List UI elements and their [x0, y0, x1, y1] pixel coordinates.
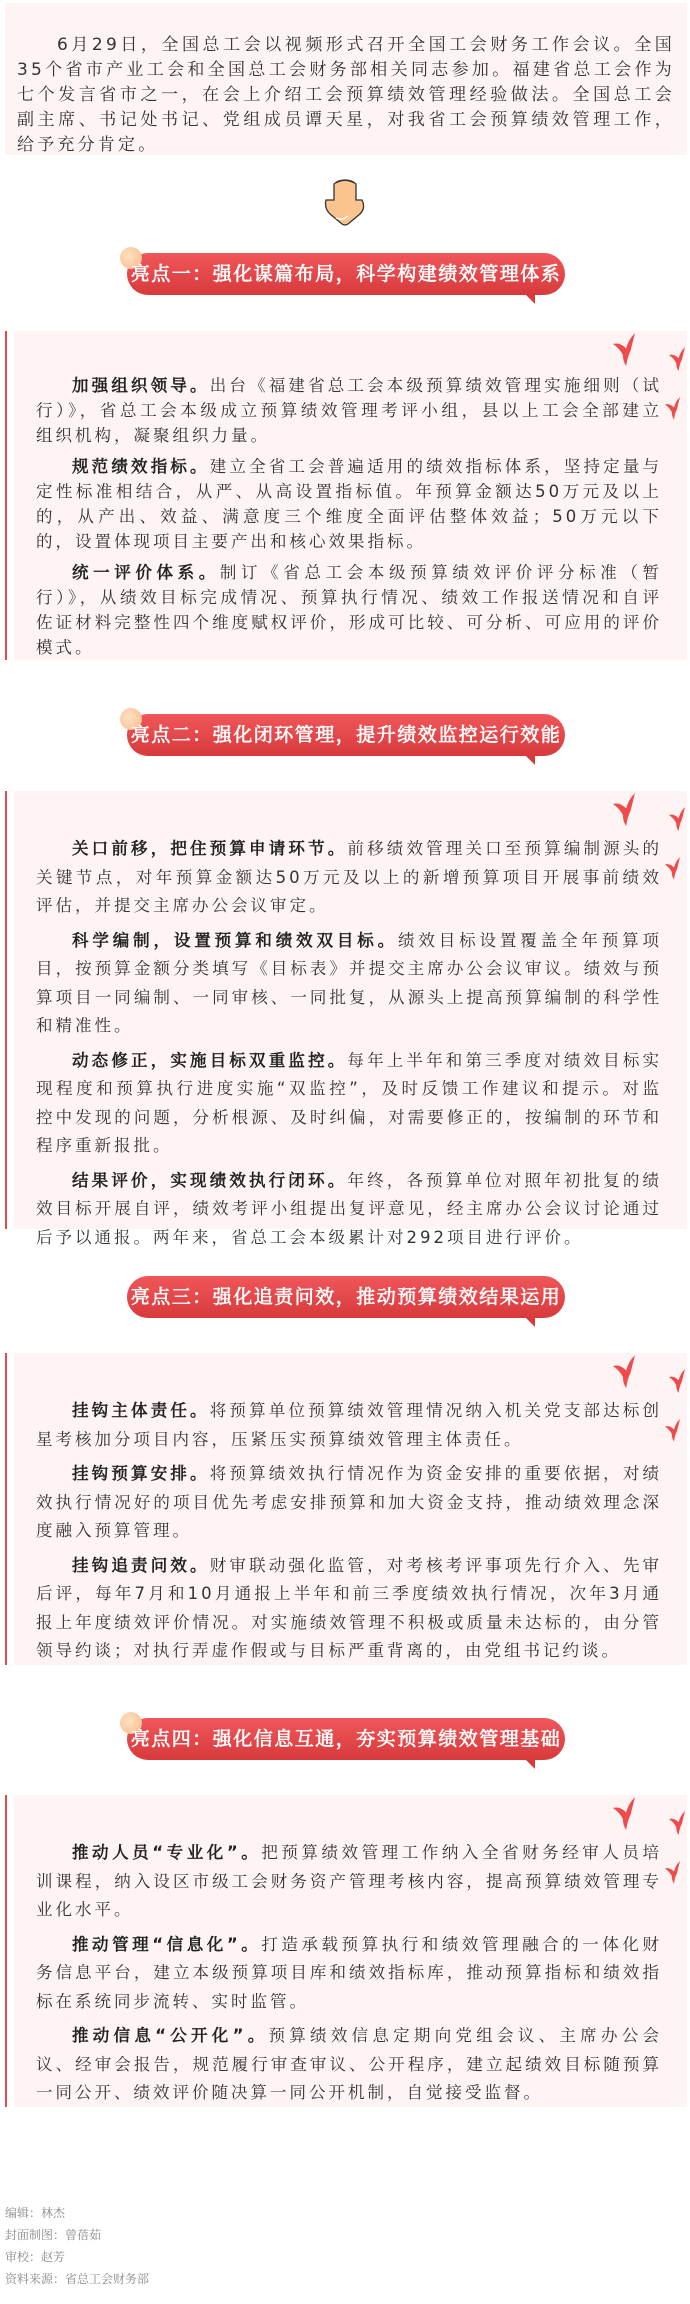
accent-bar	[5, 1795, 7, 2107]
intro-box	[5, 3, 687, 155]
paragraph-lead: 关口前移，把住预算申请环节。	[72, 839, 348, 858]
credits	[5, 2202, 149, 2290]
paragraph-body: 打造承载预算执行和绩效管理融合的一体化财务信息平台，建立本级预算项目库和绩效指标库，推动预算指标和绩效指标在系统同步流转、实时监管。	[36, 1934, 662, 2011]
paragraph-lead: 推动人员“专业化”。	[72, 1843, 262, 1862]
paragraph	[36, 927, 662, 1041]
paragraph-lead: 推动管理“信息化”。	[72, 1934, 262, 1954]
credit-proofreader: 审校：赵芳	[5, 2250, 66, 2264]
paragraph-lead: 结果评价，实现绩效执行闭环。	[72, 1170, 348, 1190]
accent-bar	[5, 791, 7, 1229]
red-dove-icon	[613, 1797, 637, 1830]
red-dove-icon	[669, 1811, 687, 1835]
paragraph-body: 年终，各预算单位对照年初批复的绩效目标开展自评，绩效考评小组提出复评意见，经主席办公会议讨论通过后予以通报。两年来，省总工会本级累计对292项目进行评价。	[36, 1170, 663, 1247]
section-2-banner	[127, 714, 565, 756]
paragraph	[36, 1839, 662, 1925]
credit-editor: 编辑：林杰	[5, 2206, 66, 2220]
paragraph-body: 将预算单位预算绩效管理情况纳入机关党支部达标创星考核加分项目内容，压紧压实预算绩效管理主体责任。	[36, 1401, 663, 1449]
red-dove-icon	[669, 1369, 687, 1393]
paragraph-body: 预算绩效信息定期向党组会议、主席办公会议、经审会报告，规范履行审查审议、公开程序，建立起绩效目标随预算一同公开、绩效评价随决算一同公开机制，自觉接受监督。	[36, 2026, 662, 2102]
section-content	[36, 835, 662, 1258]
paragraph-body: 财审联动强化监管，对考核考评事项先行介入、先审后评，每年7月和10月通报上半年和前三季度绩效执行情况，次年3月通报上年度绩效评价情况。对实施绩效管理不积极或质量未达标的，由分管领导约谈；对执行弄虚作假或与目标严重背离的，由党组书记约谈。	[36, 1555, 663, 1660]
red-dove-icon	[665, 1861, 682, 1884]
banner-tail-decoration	[525, 294, 535, 304]
red-dove-icon	[665, 397, 682, 420]
paragraph-lead: 挂钩预算安排。	[72, 1464, 210, 1483]
paragraph	[36, 454, 662, 554]
red-dove-icon	[665, 857, 682, 880]
pointing-down-hand-icon	[322, 178, 368, 226]
paragraph-lead: 加强组织领导。	[72, 376, 210, 395]
paragraph-body: 建立全省工会普遍适用的绩效指标体系，坚持定量与定性标准相结合，从严、从高设置指标值。年预算金额达50万元及以上的，从产出、效益、满意度三个维度全面评估整体效益；50万元以下的，设置体现项目主要产出和核心效果指标。	[36, 457, 663, 551]
paragraph-lead: 推动信息“公开化”。	[72, 2026, 269, 2045]
section-1-box	[5, 331, 687, 660]
section-title: 亮点四：强化信息互通，夯实预算绩效管理基础	[130, 1728, 562, 1750]
paragraph	[36, 1047, 662, 1161]
paragraph-body: 绩效目标设置覆盖全年预算项目，按预算金额分类填写《目标表》并提交主席办公会议审议。绩效与预算项目一同编制、一同审核、一同批复，从源头上提高预算编制的科学性和精准性。	[36, 930, 662, 1035]
section-content	[36, 373, 662, 666]
banner-tail-decoration	[525, 755, 535, 765]
paragraph	[36, 1397, 662, 1454]
accent-bar	[5, 1353, 7, 1665]
section-3-banner	[127, 1276, 565, 1318]
paragraph	[36, 1552, 662, 1666]
credit-source: 资料来源：省总工会财务部	[5, 2272, 150, 2286]
red-dove-icon	[665, 1419, 682, 1442]
red-dove-icon	[669, 807, 687, 831]
paragraph	[36, 2022, 662, 2108]
banner-tail-decoration	[525, 1759, 535, 1769]
paragraph-lead: 规范绩效指标。	[72, 457, 210, 476]
intro-text: 6月29日，全国总工会以视频形式召开全国工会财务工作会议。全国35个省市产业工会和全国总工会财务部相关同志参加。福建省总工会作为七个发言省市之一，在会上介绍工会预算绩效管理经验做法。全国总工会副主席、书记处书记、党组成员谭天星，对我省工会预算绩效管理工作，给予充分肯定。	[17, 35, 675, 155]
paragraph	[36, 560, 662, 660]
section-4-box	[5, 1795, 687, 2107]
red-dove-icon	[669, 347, 687, 371]
paragraph-lead: 挂钩追责问效。	[72, 1555, 210, 1575]
section-title: 亮点二：强化闭环管理，提升绩效监控运行效能	[130, 724, 562, 746]
section-title: 亮点三：强化追责问效，推动预算绩效结果运用	[130, 1286, 562, 1308]
banner-tail-decoration	[525, 1317, 535, 1327]
paragraph-lead: 挂钩主体责任。	[72, 1401, 210, 1420]
section-4-banner	[127, 1718, 565, 1760]
red-dove-icon	[613, 793, 637, 826]
section-3-box	[5, 1353, 687, 1665]
paragraph-body: 将预算绩效执行情况作为资金安排的重要依据，对绩效执行情况好的项目优先考虑安排预算和加大资金支持，推动绩效理念深度融入预算管理。	[36, 1464, 663, 1540]
section-content	[36, 1839, 662, 2114]
accent-bar	[5, 331, 7, 660]
paragraph	[36, 835, 662, 921]
section-1-banner	[127, 253, 565, 295]
credit-cover-design: 封面制图：曾蓓茹	[5, 2228, 102, 2242]
paragraph-body: 制订《省总工会本级预算绩效评价评分标准（暂行）》，从绩效目标完成情况、预算执行情况、绩效工作报送情况和自评佐证材料完整性四个维度赋权评价，形成可比较、可分析、可应用的评价模式。	[36, 563, 663, 657]
paragraph-body: 每年上半年和第三季度对绩效目标实现程度和预算执行进度实施“双监控”，及时反馈工作建议和提示。对监控中发现的问题，分析根源、及时纠偏，对需要修正的，按编制的环节和程序重新报批。	[36, 1050, 663, 1155]
paragraph-body: 出台《福建省总工会本级预算绩效管理实施细则（试行）》，省总工会本级成立预算绩效管理考评小组，县以上工会全部建立组织机构，凝聚组织力量。	[36, 376, 663, 445]
red-dove-icon	[613, 333, 637, 366]
paragraph	[36, 373, 662, 448]
paragraph	[36, 1931, 662, 2017]
section-content	[36, 1397, 662, 1672]
paragraph-lead: 科学编制，设置预算和绩效双目标。	[72, 930, 398, 950]
paragraph-lead: 动态修正，实施目标双重监控。	[72, 1050, 348, 1070]
red-dove-icon	[613, 1355, 637, 1388]
paragraph-lead: 统一评价体系。	[72, 563, 220, 582]
paragraph-body: 前移绩效管理关口至预算编制源头的关键节点，对年预算金额达50万元及以上的新增预算项目开展事前绩效评估，并提交主席办公会议审定。	[36, 839, 663, 915]
paragraph	[36, 1460, 662, 1546]
paragraph-body: 把预算绩效管理工作纳入全省财务经审人员培训课程，纳入设区市级工会财务资产管理考核内容，提高预算绩效管理专业化水平。	[36, 1843, 662, 1919]
section-title: 亮点一：强化谋篇布局，科学构建绩效管理体系	[130, 263, 562, 285]
section-2-box	[5, 791, 687, 1247]
paragraph	[36, 1167, 662, 1253]
